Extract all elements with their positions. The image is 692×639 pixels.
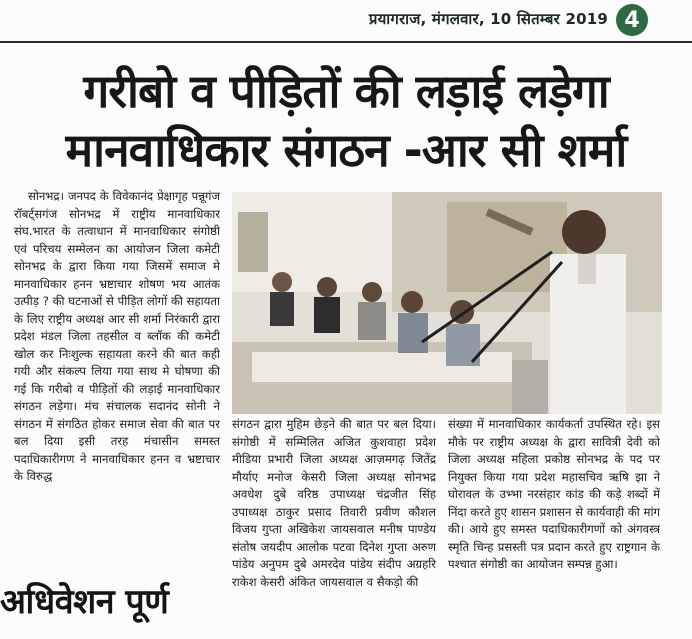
headline-line-2: मानवाधिकार संगठन -आर सी शर्मा [65, 123, 627, 177]
next-article-headline: अधिवेशन पूर्ण [0, 582, 169, 622]
header-date: मंगलवार, 10 सितम्बर 2019 [431, 10, 608, 28]
event-photo-image [232, 192, 662, 414]
headline-line-1: गरीबो व पीड़ितों की लड़ाई लड़ेगा [83, 64, 609, 118]
article-column-3 [448, 416, 660, 636]
article-paragraph-3: संख्या में मानवाधिकार कार्यकर्ता उपस्थित रहे। इस मौके पर राष्ट्रीय अध्यक्ष के द्वारा सावित्री देवी को जिला अध्यक्ष महिला प्रकोष्ठ सोनभद्र के पद पर नियुक्त किया गया प्रदेश महासचिव ऋषि झा ने घोरावल के उभ्भा नरसंहार कांड की कड़े शब्दों में निंदा करते हुए शासन प्रशासन से कार्यवाही की मांग की। आये हुए समस्त पदाधिकारीगणों को अंगवस्त्र स्मृति चिन्ह प्रसस्ती पत्र प्रदान करते हुए राष्ट्रगान के पश्चात संगोष्ठी का आयोजन सम्पन्न हुआ। [448, 417, 660, 571]
article-column-2 [232, 416, 436, 636]
article-paragraph-2: संगठन द्वारा मुहिम छेड़ने की बात पर बल दिया। संगोष्ठी में सम्मिलित अजित कुशवाहा प्रदेश मीडिया प्रभारी जिला अध्यक्ष आज़मगढ़ जितेंद्र मौर्याए मनोज केसरी जिला अध्यक्ष सोनभद्र अवधेश दुबे वरिष्ठ उपाध्यक्ष चंद्रजीत सिंह उपाध्यक्ष ठाकुर प्रसाद तिवारी प्रवीण कौशल विजय गुप्ता अखिकेश जायसवाल मनीष पाण्डेय संतोष जयदीप आलोक पटवा दिनेश गुप्ता अरुण पांडेय अनुपम दुबे अमरदेव पांडेय संदीप अग्रहरि राकेश केसरी अंकित जायसवाल व सैकड़ो की [232, 417, 436, 589]
page-header [0, 0, 692, 40]
event-photo [232, 192, 662, 414]
page-number-badge: 4 [616, 4, 648, 36]
header-separator: , [420, 10, 432, 28]
header-rule [0, 41, 692, 43]
article-lead-paragraph: सोनभद्र। जनपद के विवेकानंद प्रेक्षागृह पन्नूगंज रॉबर्ट्सगंज सोनभद्र में राष्ट्रीय मानवाधिकार संघ.भारत के तत्वाधान में मानवाधिकार संगोष्ठी एवं परिचय सम्मेलन का आयोजन जिला कमेटी सोनभद्र के द्वारा किया गया जिसमें समाज मे मानवाधिकार हनन भ्रष्टाचार शोषण भय आतंक उत्पीड़ ? की घटनाओं से पीड़ित लोगों की सहायता के लिए राष्ट्रीय अध्यक्ष आर सी शर्मा निरंकारी द्वारा प्रदेश मंडल जिला तहसील व ब्लॉक की कमेटी खोल कर निःशुल्क सहायता करने की बात कही गयी और संकल्प लिया गया साथ मे घोषणा की गई कि गरीबो व पीड़ितों की लड़ाई मानवाधिकार संगठन लड़ेगा। मंच संचालक सदानंद सोनी ने संगठन में संगठित होकर समाज सेवा की बात पर बल दिया इसी तरह मंचासीन समस्त पदाधिकारीगण ने मानवाधिकार हनन व भ्रष्टाचार के विरुद्ध [14, 189, 220, 483]
header-city: प्रयागराज [368, 10, 421, 28]
article-column-1 [14, 188, 220, 564]
header-dateline [369, 9, 608, 29]
